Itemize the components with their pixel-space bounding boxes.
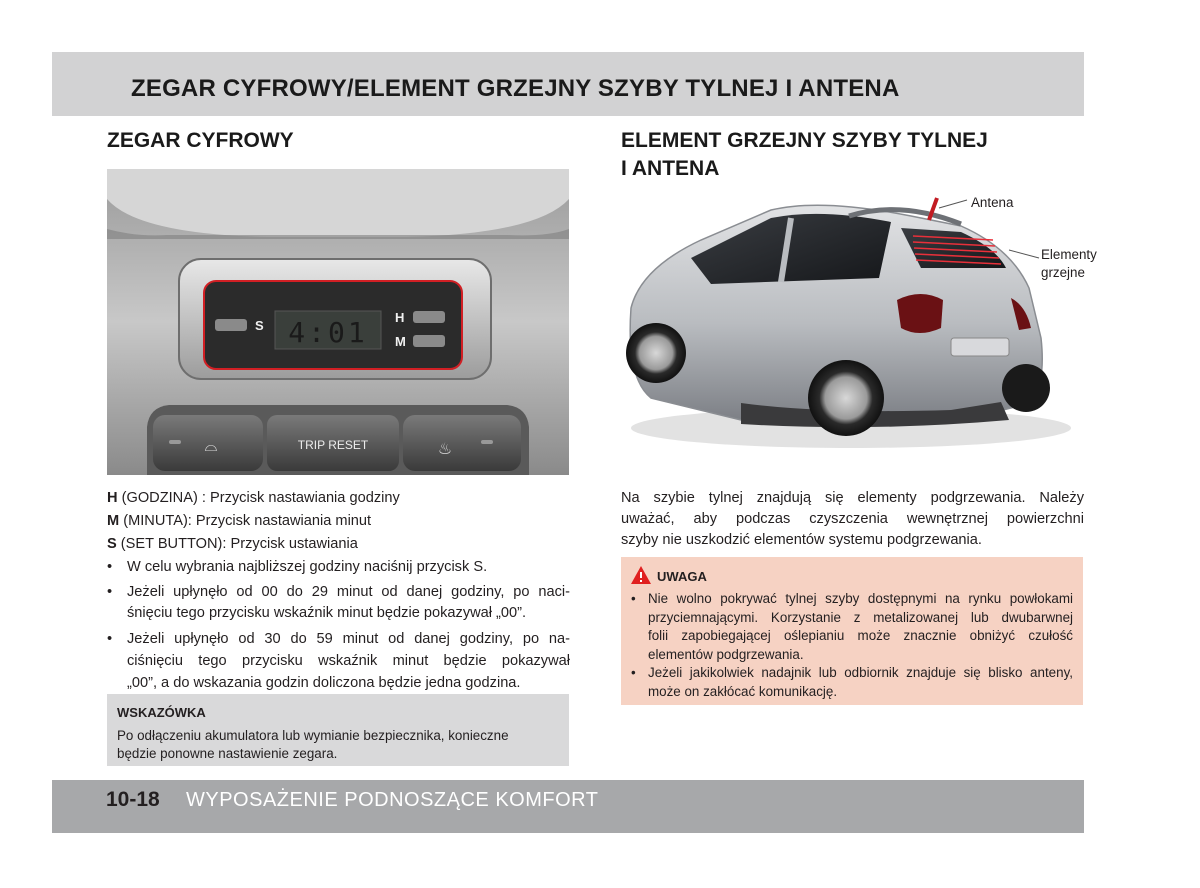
warning-bullet-1-line-1: Nie wolno pokrywać tylnej szyby dostępnymi na rynku powłokami bbox=[648, 591, 1073, 606]
heater-paragraph-line-2: uważać, aby podczas czyszczenia wewnętrznej powierzchni bbox=[621, 511, 1084, 527]
warning-bullet-1-line-3: folii zapobiegającej oślepianiu może znacznie obniżyć czułość bbox=[648, 628, 1073, 643]
heater-section-title-line-1: ELEMENT GRZEJNY SZYBY TYLNEJ bbox=[621, 129, 988, 152]
callout-antenna: Antena bbox=[971, 195, 1014, 210]
page-title: ZEGAR CYFROWY/ELEMENT GRZEJNY SZYBY TYLNEJ I ANTENA bbox=[131, 75, 900, 102]
heater-section-title-line-2: I ANTENA bbox=[621, 157, 720, 180]
s-button-label: S bbox=[255, 318, 264, 333]
trip-reset-label: TRIP RESET bbox=[297, 438, 369, 452]
warning-triangle-icon bbox=[630, 565, 652, 585]
clock-bullet-3-line-1: Jeżeli upłynęło od 30 do 59 minut od danej godziny, po na- bbox=[127, 631, 570, 647]
hint-line-2: będzie ponowne nastawienie zegara. bbox=[117, 746, 338, 761]
clock-bullet-3-line-2: ciśnięciu tego przycisku wskaźnik minut będzie pokazywał bbox=[127, 653, 570, 669]
heater-paragraph-line-1: Na szybie tylnej znajdują się elementy podgrzewania. Należy bbox=[621, 490, 1084, 506]
clock-bullet-2-line-1: Jeżeli upłynęło od 00 do 29 minut od danej godziny, po naci- bbox=[127, 584, 570, 600]
warning-title: UWAGA bbox=[657, 569, 707, 584]
clock-bullet-3-line-3: „00”, a do wskazania godzin doliczona będzie jedna godzina. bbox=[127, 675, 521, 691]
warning-bullet-2-line-1: Jeżeli jakikolwiek nadajnik lub odbiornik znajduje się blisko anteny, bbox=[648, 665, 1073, 680]
h-button-label: H bbox=[395, 310, 405, 325]
clock-bullet-2-line-2: śnięciu tego przycisku wskaźnik minut będzie pokazywał „00”. bbox=[127, 605, 527, 621]
def-hour: H (GODZINA) : Przycisk nastawiania godziny bbox=[107, 490, 400, 506]
callout-heater-1: Elementy bbox=[1041, 247, 1097, 262]
car-rear-photo bbox=[621, 188, 1111, 460]
clock-section-title: ZEGAR CYFROWY bbox=[107, 129, 294, 152]
warning-bullet-1-line-2: przyciemnającymi. Korzystanie z metalizowanej lub dwubarwnej bbox=[648, 610, 1073, 625]
def-minute: M (MINUTA): Przycisk nastawiania minut bbox=[107, 513, 372, 529]
page-number: 10-18 bbox=[106, 788, 160, 811]
footer-section-title: WYPOSAŻENIE PODNOSZĄCE KOMFORT bbox=[186, 789, 599, 811]
m-button-label: M bbox=[395, 334, 406, 349]
warning-bullet-2-line-2: może on zakłócać komunikację. bbox=[648, 684, 838, 699]
def-set: S (SET BUTTON): Przycisk ustawiania bbox=[107, 536, 358, 552]
digital-clock-photo bbox=[107, 169, 569, 475]
heater-paragraph-line-3: szyby nie uszkodzić elementów systemu podgrzewania. bbox=[621, 532, 982, 548]
warning-bullet-1-line-4: elementów podgrzewania. bbox=[648, 647, 804, 662]
hint-title: WSKAZÓWKA bbox=[117, 705, 206, 720]
svg-text:⌓: ⌓ bbox=[204, 436, 218, 455]
callout-heater-2: grzejne bbox=[1041, 265, 1085, 280]
hint-line-1: Po odłączeniu akumulatora lub wymianie bezpiecznika, konieczne bbox=[117, 728, 509, 743]
svg-text:♨: ♨ bbox=[437, 439, 453, 458]
clock-bullet-1: W celu wybrania najbliższej godziny naciśnij przycisk S. bbox=[127, 559, 488, 575]
clock-display: 4:01 bbox=[288, 316, 368, 349]
